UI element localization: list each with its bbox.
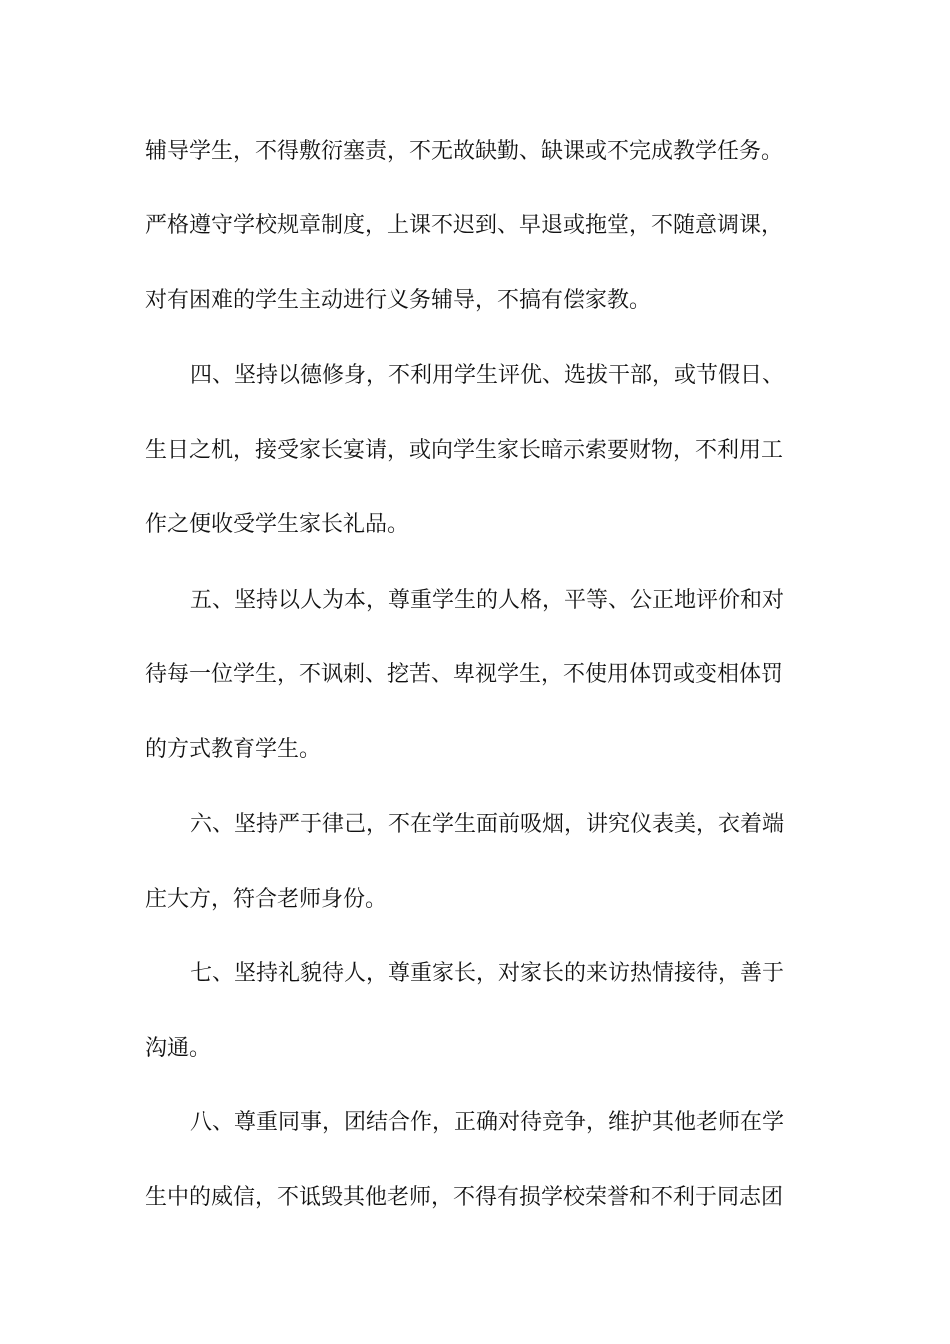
paragraph-4-start: 四、坚持以德修身，不利用学生评优、选拔干部，或节假日、 [190,363,785,388]
paragraph-5-start: 五、坚持以人为本，尊重学生的人格，平等、公正地评价和对 [190,588,785,613]
text-line: 严格遵守学校规章制度，上课不迟到、早退或拖堂，不随意调课， [145,213,784,238]
text-line: 作之便收受学生家长礼品。 [145,512,410,537]
text-line: 的方式教育学生。 [145,737,322,762]
text-line: 辅导学生，不得敷衍塞责，不无故缺勤、缺课或不完成教学任务。 [145,139,784,164]
text-line: 生中的威信，不诋毁其他老师，不得有损学校荣誉和不利于同志团 [145,1185,784,1210]
paragraph-6-start: 六、坚持严于律己，不在学生面前吸烟，讲究仪表美，衣着端 [190,812,785,837]
text-line: 沟通。 [145,1036,212,1061]
text-line: 庄大方，符合老师身份。 [145,887,388,912]
paragraph-8-start: 八、尊重同事，团结合作，正确对待竞争，维护其他老师在学 [190,1110,785,1135]
paragraph-7-start: 七、坚持礼貌待人，尊重家长，对家长的来访热情接待，善于 [190,961,785,986]
text-line: 生日之机，接受家长宴请，或向学生家长暗示索要财物，不利用工 [145,438,784,463]
text-line: 待每一位学生，不讽刺、挖苦、卑视学生，不使用体罚或变相体罚 [145,662,784,687]
text-line: 对有困难的学生主动进行义务辅导，不搞有偿家教。 [145,288,652,313]
